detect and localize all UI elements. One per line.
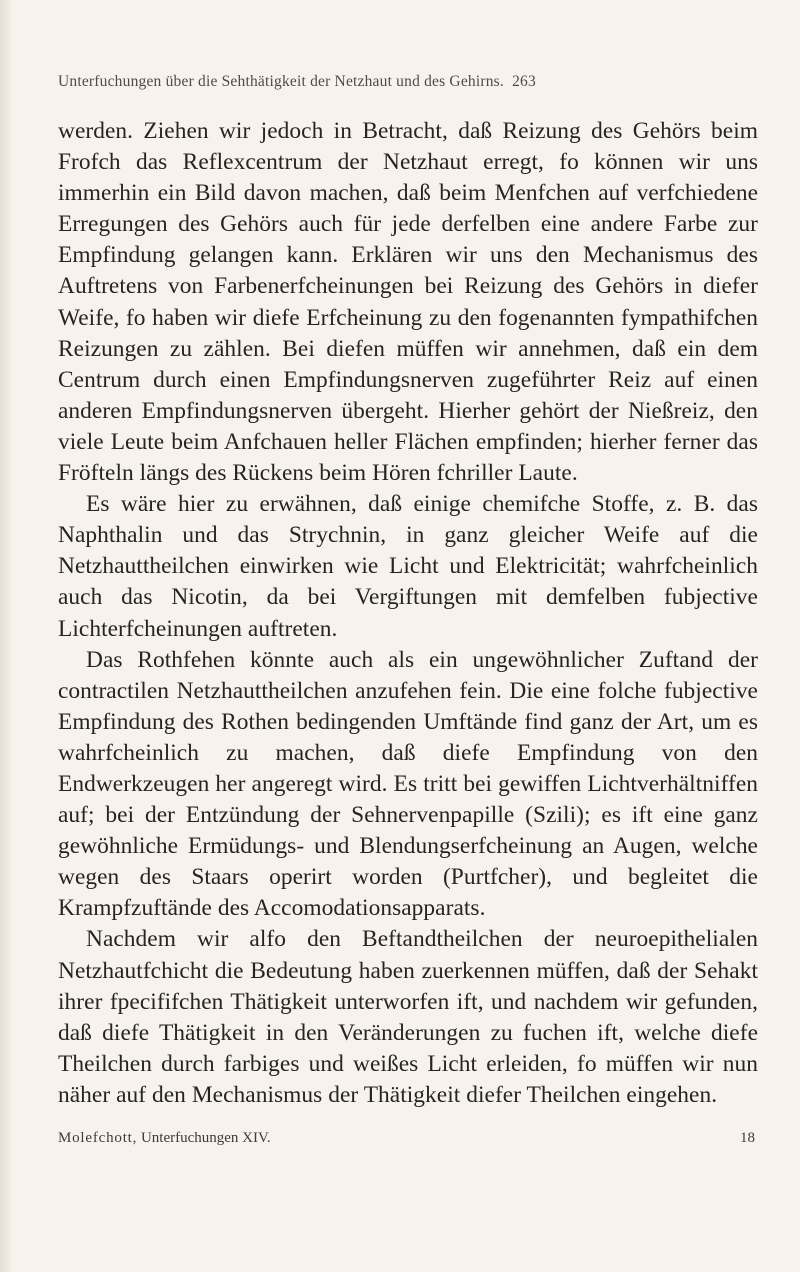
running-header	[58, 73, 756, 91]
signature-mark: 18	[740, 1130, 755, 1146]
footer-citation	[58, 1130, 271, 1147]
page-edge-shadow	[0, 0, 14, 1272]
footer-series: Unterfuchungen XIV.	[140, 1130, 271, 1146]
paragraph-continuation: werden. Ziehen wir jedoch in Betracht, daß Reizung des Gehörs beim Frofch das Reflexcentrum der Netzhaut erregt, fo können wir uns immerhin ein Bild davon machen, daß beim Menfchen auf verfchiedene Erregungen des Gehörs auch für jede derfelben eine andere Farbe zur Empfindung gelangen kann. Erklären wir uns den Mechanismus des Auftretens von Farbenerfcheinungen bei Reizung des Gehörs in diefer Weife, fo haben wir diefe Erfcheinung zu den fogenannten fympathifchen Reizungen zu zählen. Bei diefen müffen wir annehmen, daß ein dem Centrum durch einen Empfindungsnerven zugeführter Reiz auf einen anderen Empfindungsnerven übergeht. Hierher gehört der Nießreiz, den viele Leute beim Anfchauen heller Flächen empfinden; hierher ferner das Fröfteln längs des Rückens beim Hören fchriller Laute.	[58, 118, 758, 487]
body-text	[58, 116, 758, 1111]
paragraph: Es wäre hier zu erwähnen, daß einige chemifche Stoffe, z. B. das Naphthalin und das Strychnin, in ganz gleicher Weife auf die Netzhauttheilchen einwirken wie Licht und Elektricität; wahrfcheinlich auch das Nicotin, da bei Vergiftungen mit demfelben fubjective Lichterfcheinungen auftreten.	[58, 491, 758, 642]
paragraph: Das Rothfehen könnte auch als ein ungewöhnlicher Zuftand der contractilen Netzhauttheilchen anzufehen fein. Die eine folche fubjective Empfindung des Rothen bedingenden Umftände find ganz der Art, um es wahrfcheinlich zu machen, daß diefe Empfindung von den Endwerkzeugen her angeregt wird. Es tritt bei gewiffen Lichtverhältniffen auf; bei der Entzündung der Sehnervenpapille (Szili); es ift eine ganz gewöhnliche Ermüdungs- und Blendungserfcheinung an Augen, welche wegen des Staars operirt worden (Purtfcher), und begleitet die Krampfzuftände des Accomodationsapparats.	[58, 646, 758, 922]
page-number: 263	[512, 73, 536, 90]
footer-author: Molefchott,	[58, 1130, 138, 1146]
running-title: Unterfuchungen über die Sehthätigkeit der Netzhaut und des Gehirns.	[58, 73, 504, 90]
paragraph: Nachdem wir alfo den Beftandtheilchen der neuroepithelialen Netzhautfchicht die Bedeutung haben zuerkennen müffen, daß der Sehakt ihrer fpecififchen Thätigkeit unterworfen ift, und nachdem wir gefunden, daß diefe Thätigkeit in den Veränderungen zu fuchen ift, welche diefe Theilchen durch farbiges und weißes Licht erleiden, fo müffen wir nun näher auf den Mechanismus der Thätigkeit diefer Theilchen eingehen.	[58, 926, 758, 1108]
page-footer	[58, 1130, 755, 1147]
